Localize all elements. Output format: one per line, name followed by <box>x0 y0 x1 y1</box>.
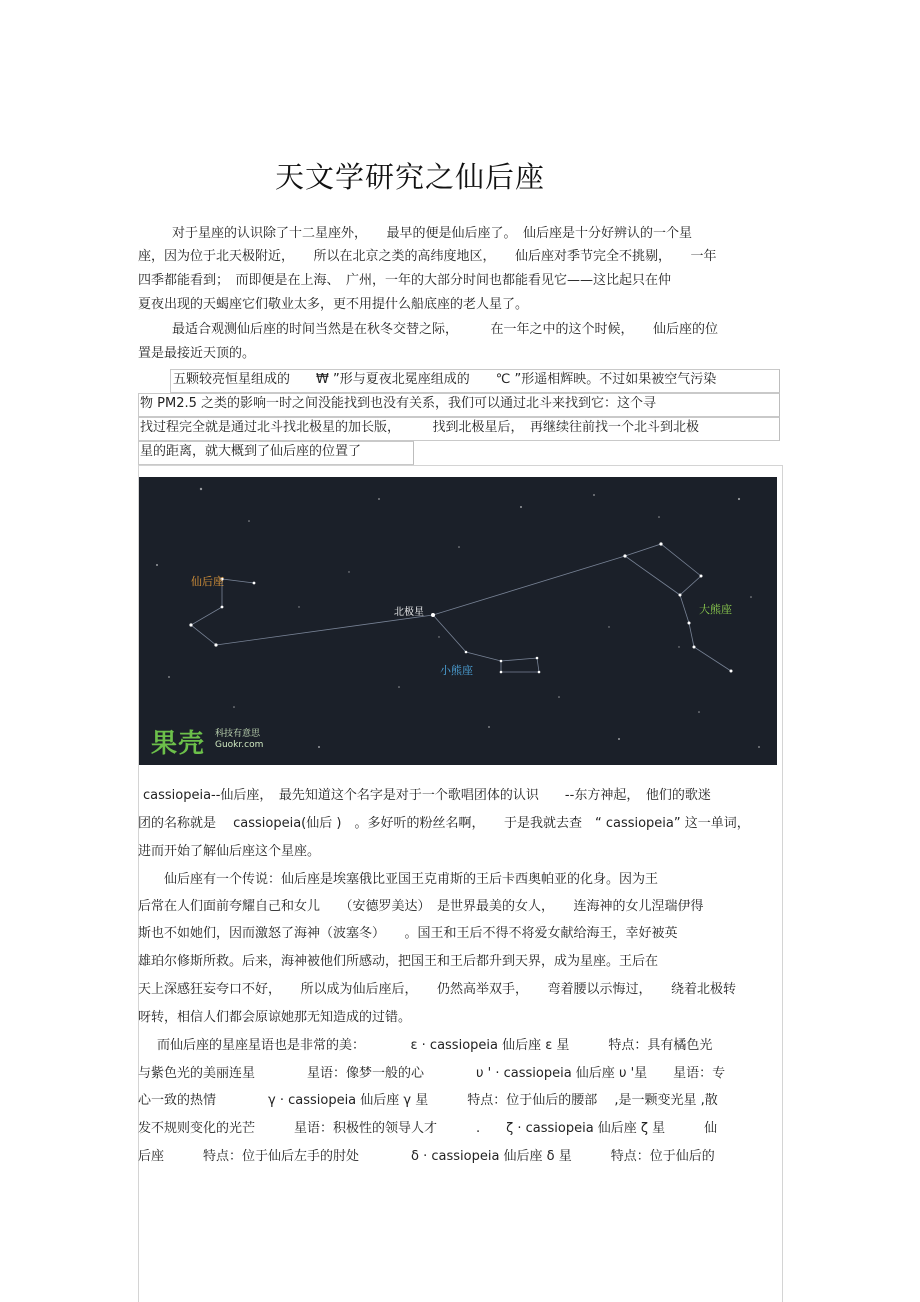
text-line: 雄珀尔修斯所救。后来，海神被他们所感动，把国王和王后都升到天界，成为星座。王后在 <box>138 954 659 969</box>
text-line: 团的名称就是 cassiopeia(仙后 ) 。多好听的粉丝名啊， 于是我就去查 “ cassiopeia” 这一单词， <box>138 816 750 831</box>
label-ursa-major: 大熊座 <box>699 603 732 616</box>
text-line: 发不规则变化的光芒 星语：积极性的领导人才 . ζ · cassiopeia 仙后座 ζ 星 仙 <box>138 1121 718 1136</box>
constellation-lines <box>191 544 731 672</box>
watermark-url: Guokr.com <box>215 740 264 750</box>
background-stars <box>156 488 760 748</box>
constellation-stars <box>189 542 732 673</box>
text-line: 斯也不如她们，因而激怒了海神（波塞冬） 。国王和王后不得不将爱女献给海王，幸好被英 <box>138 926 678 941</box>
text-line: 找过程完全就是通过北斗找北极星的加长版， 找到北极星后， 再继续往前找一个北斗到北极 <box>140 420 700 435</box>
star-map-drawing <box>139 477 777 765</box>
label-ursa-minor: 小熊座 <box>440 664 473 677</box>
text-line: 置是最接近天顶的。 <box>138 346 256 361</box>
text-line: 座，因为位于北天极附近， 所以在北京之类的高纬度地区， 仙后座对季节完全不挑剔， 一年 <box>138 249 717 264</box>
label-polaris: 北极星 <box>394 607 424 618</box>
text-line: 呀转，相信人们都会原谅她那无知造成的过错。 <box>138 1010 412 1025</box>
text-line: 天上深感狂妄夸口不好， 所以成为仙后座后， 仍然高举双手， 弯着腰以示悔过， 绕着北极转 <box>138 982 737 997</box>
text-line: cassiopeia--仙后座， 最先知道这个名字是对于一个歌唱团体的认识 --东方神起， 他们的歌迷 <box>143 788 711 803</box>
text-line: 与紫色光的美丽连星 星语：像梦一般的心 υ ' · cassiopeia 仙后座 υ '星 星语：专 <box>138 1066 726 1081</box>
text-line: 夏夜出现的天蝎座它们敬业太多，更不用提什么船底座的老人星了。 <box>138 297 529 312</box>
watermark-main-text: 果壳 <box>151 729 206 759</box>
text-line: 进而开始了解仙后座这个星座。 <box>138 844 321 859</box>
text-line: 最适合观测仙后座的时间当然是在秋冬交替之际， 在一年之中的这个时候， 仙后座的位 <box>172 322 719 337</box>
page-title: 天文学研究之仙后座 <box>275 160 546 194</box>
text-line: 五颗较亮恒星组成的 ₩ ”形与夏夜北冕座组成的 ℃ ”形遥相辉映。不过如果被空气污染 <box>173 372 717 387</box>
watermark-slogan: 科技有意思 <box>215 729 261 739</box>
text-line: 后常在人们面前夸耀自己和女儿 （安德罗美达） 是世界最美的女人， 连海神的女儿涅瑞伊得 <box>138 899 704 914</box>
text-line: 物 PM2.5 之类的影响一时之间没能找到也没有关系，我们可以通过北斗来找到它：这个寻 <box>140 396 656 411</box>
text-line: 仙后座有一个传说：仙后座是埃塞俄比亚国王克甫斯的王后卡西奥帕亚的化身。因为王 <box>164 872 659 887</box>
watermark-subtext <box>215 729 263 751</box>
text-line: 星的距离，就大概到了仙后座的位置了 <box>140 444 362 459</box>
text-line: 心一致的热情 γ · cassiopeia 仙后座 γ 星 特点：位于仙后的腰部 ,是一颗变光星 ,散 <box>138 1093 718 1108</box>
star-map-image <box>139 477 777 765</box>
text-line: 后座 特点：位于仙后左手的肘处 δ · cassiopeia 仙后座 δ 星 特点：位于仙后的 <box>138 1149 715 1164</box>
guokr-watermark-logo <box>151 723 264 760</box>
label-cassiopeia: 仙后座 <box>191 575 224 588</box>
text-line: 而仙后座的星座星语也是非常的美： ε · cassiopeia 仙后座 ε 星 特点：具有橘色光 <box>157 1038 713 1053</box>
text-line: 四季都能看到； 而即便是在上海、 广州，一年的大部分时间也都能看见它——这比起只在仲 <box>138 273 672 288</box>
text-line: 对于星座的认识除了十二星座外， 最早的便是仙后座了。 仙后座是十分好辨认的一个星 <box>172 226 693 241</box>
